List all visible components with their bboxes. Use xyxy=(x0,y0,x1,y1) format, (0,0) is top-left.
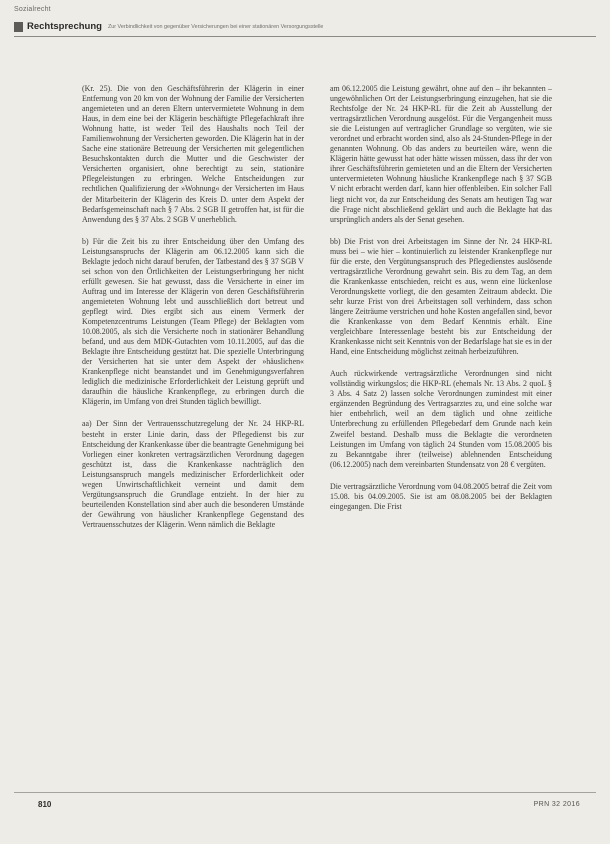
paragraph: bb) Die Frist von drei Arbeitstagen im Sinne der Nr. 24 HKP-RL muss bei – wie hier – kontinuierlich zu leistender Krankenpflege nur für die erste, den Vergütungsanspruch des Pflegedienstes auslösende vertragsärztliche Verordnung gewahrt sein. Bis zu dem Tag, an dem die Krankenkasse entschieden, reicht es aus, wenn eine lückenlose Verordnungskette vorliegt, die den gesamten Zeitraum abdeckt. Die sehr kurze Frist von drei Arbeitstagen soll verhindern, dass schon längere Zeiträume verstrichen und hohe Kosten angefallen sind, bevor die Krankenkasse von dem Bedarf Kenntnis erhält. Eine vergleichbare Interessenlage besteht bis zur Entscheidung der Krankenkasse nicht seit Kenntnis von der Bedarfslage hat sie es in der Hand, eine Entscheidung möglichst zeitnah herbeizuführen. xyxy=(330,236,552,357)
footer-divider xyxy=(14,792,596,793)
running-header xyxy=(14,20,596,33)
paragraph: b) Für die Zeit bis zu ihrer Entscheidung über den Umfang des Leistungsanspruchs der Klägerin am 06.12.2005 kann sich die Beklagte jedoch nicht darauf berufen, der Tatbestand des § 37 SGB V sei schon von den Örtlichkeiten der Leistungserbringung her nicht erfüllt gewesen. Sie hat gewusst, dass die Versicherte in einer im Auftrag und im Interesse der Klägerin von deren Geschäftsführerin angemieteten Wohnung lebt und ausschließlich dort betreut und gepflegt wird. Dies ergibt sich aus einem Vermerk der Kompetenzcentrums Leistungen (Team Pflege) der Beklagten vom 10.08.2005, als sich die Versicherte noch in stationärer Behandlung befand, und aus dem MDK-Gutachten vom 10.11.2005, auf das die Beklagte ihre Entscheidung gestützt hat. Die spezielle Unterbringung der Versicherten hat sie unter dem Aspekt der »häuslichen« Krankenpflege nicht beanstandet und im Genehmigungsverfahren lediglich die medizinische Erforderlichkeit der Leistung geprüft und daraufhin die häusliche Krankenpflege, zu erbringen durch die Klägerin, im Umfang von drei Stunden täglich bewilligt. xyxy=(82,236,304,407)
header-square-icon xyxy=(14,22,23,32)
journal-issue: PRN 32 2016 xyxy=(533,801,580,808)
right-column xyxy=(330,84,552,784)
header-subtitle: Zur Verbindlichkeit von gegenüber Versicherungen bei einer stationären Versorgungsstelle xyxy=(107,23,324,30)
paragraph: am 06.12.2005 die Leistung gewährt, ohne auf den – ihr bekannten – ungewöhnlichen Ort der Leistungserbringung einzugehen, hat sie die Rechtsfolge der Nr. 24 HKP-RL für die Zeit ab Ausstellung der vertragsärztlichen Verordnung ausgelöst. Für die Vergangenheit muss sie die Leistungen auf vertraglicher Grundlage so vergüten, wie sie verordnet und erbracht worden sind, also als 24-Stunden-Pflege in der genannten Wohnung. Ob das anders zu beurteilen wäre, wenn die Klägerin hätte gewusst hat oder hätte wissen müssen, dass ihr der von ihrer Geschäftsführerin gemieteten und an die Eltern der Versicherten untervermieteten Wohnung häusliche Krankenpflege nach § 37 SGB V nicht erbracht werden darf, kann hier offenbleiben. Ein solcher Fall liegt nicht vor, da zur Entscheidung des Senats am heutigen Tag war die Frage nicht abschließend geklärt und auch die Beklagte hat das ursprünglich anders als der Senat gesehen. xyxy=(330,84,552,224)
paragraph: Die vertragsärztliche Verordnung vom 04.08.2005 betraf die Zeit vom 15.08. bis 04.09.2005. Sie ist am 08.08.2005 bei der Beklagten eingegangen. Die Frist xyxy=(330,481,552,511)
paragraph: aa) Der Sinn der Vertrauensschutzregelung der Nr. 24 HKP-RL besteht in erster Linie darin, dass der Pflegedienst bis zur Entscheidung der Krankenkasse über die beantragte Genehmigung bei Vorliegen einer konkreten vertragsärztlichen Verordnung dagegen geschützt ist, dass die Krankenkasse nachträglich den Leistungsanspruch mangels medizinischer Erforderlichkeit oder wegen Unwirtschaftlichkeit verneint und damit dem Vergütungsanspruch die Grundlage entzieht. In der hier zu beurteilenden Konstellation sind aber auch die besonderen Umstände der Gewährung von häuslicher Krankenpflege Gegenstand des Vertrauensschutzes der Klägerin. Wenn nämlich die Beklagte xyxy=(82,419,304,529)
paragraph: (Kr. 25). Die von den Geschäftsführerin der Klägerin in einer Entfernung von 20 km von der Wohnung der Familie der Versicherten angemieteten und an deren Eltern untervermietete Wohnung in dem Haus, in dem eine bei der Klägerin beschäftigte Pflegefachkraft ihre Wohnung hatte, ist weder Teil des Haushalts noch Teil der Familienwohnung der Versicherten geworden. Die Klägerin hat in der Sache eine stationäre Betreuung der Versicherten mit gelegentlichen Besuchskontakten durch die Mutter und die Geschwister der Versicherten organisiert, ohne berechtigt zu sein, stationäre Pflegeleistungen zu erbringen. Welche Entscheidungen zur rechtlichen Qualifizierung der »Wohnung« der Versicherten im Haus der Mitarbeiterin der Klägerin des Kreis D. unter dem Aspekt der Bedarfsgemeinschaft nach § 7 Abs. 2 SGB II getroffen hat, ist für die Anwendung des § 37 Abs. 2 SGB V unerheblich. xyxy=(82,84,304,224)
header-title: Rechtsprechung xyxy=(27,21,102,32)
left-column xyxy=(82,84,304,784)
section-label: Sozialrecht xyxy=(14,6,51,13)
paragraph: Auch rückwirkende vertragsärztliche Verordnungen sind nicht vollständig wirkungslos; die HKP-RL (ehemals Nr. 13 Abs. 2 quoL § 3 Abs. 4 Satz 2) lassen solche Verordnungen zumindest mit einer ergänzenden Begründung des Vertragsarztes zu, und eine solche war hier entbehrlich, weil an dem täglich und ohne zeitliche Unterbrechung zu erfüllenden Pflegebedarf dem Grunde nach kein Zweifel bestand. Deshalb muss die Beklagte die verordneten Leistungen im Umfang von täglich 24 Stunden vom 15.08.2005 bis zu Bekanntgabe ihrer (teilweise) ablehnenden Entscheidung (06.12.2005) nach dem vereinbarten Stundensatz von 28 € vergüten. xyxy=(330,369,552,469)
header-divider xyxy=(14,36,596,37)
page-number: 810 xyxy=(38,800,52,809)
